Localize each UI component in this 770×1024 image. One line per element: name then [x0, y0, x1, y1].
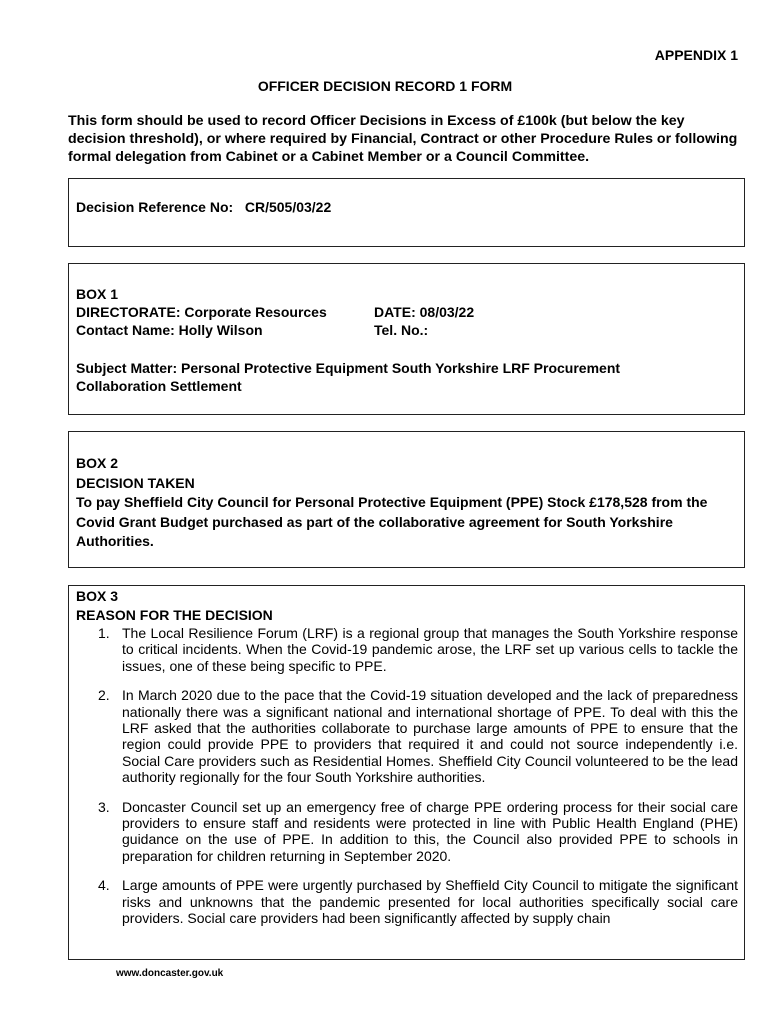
box-2	[68, 431, 745, 568]
list-item	[98, 798, 738, 865]
list-text: In March 2020 due to the pace that the Covid-19 situation developed and the lack of preparedness nationally there was a significant national and international shortage of PPE. To deal with this the LRF asked that the authorities collaborate to purchase large amounts of PPE to ensure that the region could provide PPE to providers that required it and could not source independently i.e. Social Care providers such as Residential Homes. Sheffield City Council volunteered to be the lead authority regionally for the four South Yorkshire authorities.	[122, 687, 738, 786]
decision-text: To pay Sheffield City Council for Personal Protective Equipment (PPE) Stock £178,528 from the Covid Grant Budget purchased as part of the collaborative agreement for South Yorkshire Authorities.	[76, 494, 708, 549]
appendix-label: APPENDIX 1	[654, 47, 738, 63]
subject-matter: Subject Matter: Personal Protective Equipment South Yorkshire LRF Procurement Collaboration Settlement	[76, 360, 621, 394]
list-number: 1.	[98, 625, 110, 641]
box1-heading: BOX 1	[76, 286, 119, 302]
list-text: Large amounts of PPE were urgently purchased by Sheffield City Council to mitigate the significant risks and unknowns that the pandemic presented for local authorities specifically social care providers. Social care providers had been significantly affected by supply chain	[122, 877, 738, 927]
list-item	[98, 877, 738, 927]
box-1	[68, 263, 745, 415]
box3-heading: BOX 3	[76, 588, 119, 604]
list-text: Doncaster Council set up an emergency free of charge PPE ordering process for their social care providers to ensure staff and residents were protected in line with Public Health England (PHE) guidance on the use of PPE. In addition to this, the Council also provided PPE to schools in preparation for children returning in September 2020.	[122, 798, 738, 864]
tel-no: Tel. No.:	[374, 322, 429, 338]
box2-heading: BOX 2	[76, 455, 119, 471]
list-number: 4.	[98, 877, 110, 894]
form-title: OFFICER DECISION RECORD 1 FORM	[257, 78, 513, 94]
box3-subheading: REASON FOR THE DECISION	[76, 607, 273, 623]
decision-date: DATE: 08/03/22	[374, 304, 475, 320]
reference-line	[76, 198, 744, 216]
footer-url: www.doncaster.gov.uk	[116, 968, 224, 979]
box1-row-contact	[76, 321, 744, 339]
reference-box	[68, 178, 745, 247]
intro-text: This form should be used to record Officer Decisions in Excess of £100k (but below the key decision threshold), or where required by Financial, Contract or other Procedure Rules or following formal delegation from Cabinet or a Cabinet Member or a Council Committee.	[68, 113, 738, 165]
contact-name: Contact Name: Holly Wilson	[76, 322, 263, 338]
reference-value: CR/505/03/22	[244, 199, 332, 215]
reference-label: Decision Reference No:	[76, 199, 234, 215]
box-3	[68, 585, 745, 960]
list-number: 2.	[98, 687, 110, 704]
list-number: 3.	[98, 798, 110, 815]
box2-subheading: DECISION TAKEN	[76, 474, 195, 491]
list-text: The Local Resilience Forum (LRF) is a regional group that manages the South Yorkshire response to critical incidents. When the Covid-19 pandemic arose, the LRF set up various cells to tackle the issues, one of these being specific to PPE.	[122, 625, 738, 674]
list-item	[98, 625, 738, 674]
list-item	[98, 687, 738, 786]
directorate: DIRECTORATE: Corporate Resources	[76, 304, 327, 320]
reasons-list	[76, 625, 738, 927]
box1-row-directorate	[76, 303, 744, 321]
